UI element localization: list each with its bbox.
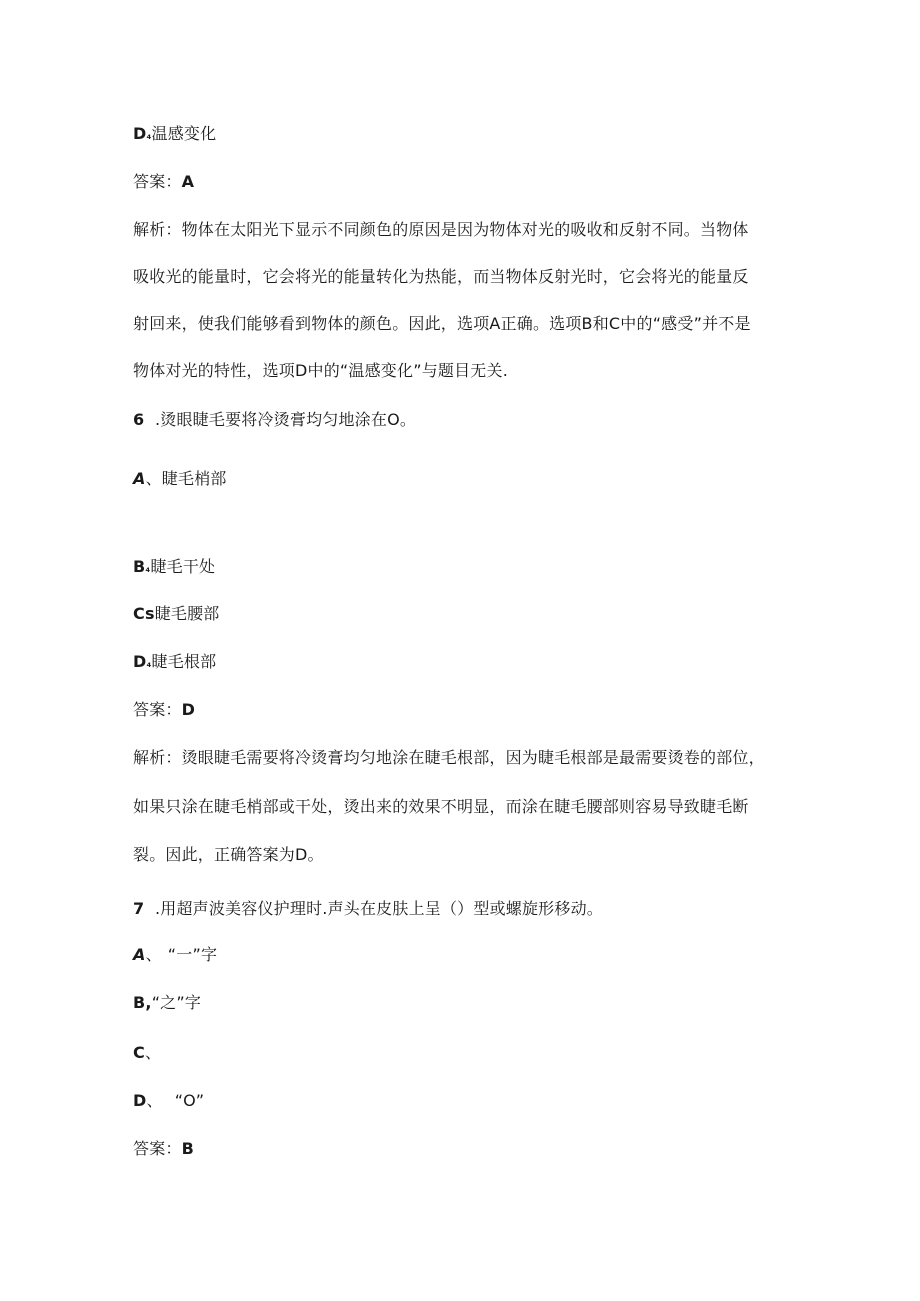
q7-answer (133, 1138, 194, 1160)
q7-option-b-sep: , (145, 993, 152, 1012)
q7-option-b-letter: B (133, 993, 146, 1012)
q7-option-a-text: “一”字 (167, 945, 218, 964)
q7-number: 7 (133, 899, 145, 918)
q7-option-d (133, 1090, 204, 1112)
q6-option-d (133, 651, 216, 675)
q6-analysis-line-1: 解析：烫眼睫毛需要将冷烫膏均匀地涂在睫毛根部，因为睫毛根部是最需要烫卷的部位， (133, 748, 765, 767)
q7-option-b-text: “之”字 (151, 993, 202, 1012)
q6-answer-label: 答案： (133, 700, 182, 719)
q6-option-d-text: 睫毛根部 (151, 652, 217, 671)
q5-option-d-letter: D (133, 124, 147, 143)
q7-stem (133, 898, 603, 920)
q6-stem-text: .烫眼睫毛要将冷烫膏均匀地涂在O。 (155, 410, 417, 429)
q6-option-d-sep: ₄ (146, 657, 152, 670)
q6-analysis-line-3: 裂。因此，正确答案为D。 (133, 845, 324, 864)
q5-answer-label: 答案： (133, 172, 182, 191)
q5-analysis-line-3: 射回来，使我们能够看到物体的颜色。因此，选项A正确。选项B和C中的“感受”并不是 (133, 314, 751, 333)
q7-option-c-letter: C (133, 1043, 145, 1062)
q6-answer (133, 699, 195, 721)
q5-analysis-line-1: 解析：物体在太阳光下显示不同颜色的原因是因为物体对光的吸收和反射不同。当物体 (133, 220, 749, 239)
q5-option-d-text: 温感变化 (151, 124, 217, 143)
q7-option-c-sep: 、 (144, 1043, 162, 1062)
q7-option-a-letter: A (133, 945, 146, 964)
q7-option-c (133, 1042, 161, 1064)
q7-answer-label: 答案： (133, 1139, 182, 1158)
q6-option-a-text: 睫毛梢部 (161, 469, 227, 488)
q6-option-c-sep: s (144, 604, 155, 623)
q5-option-d-sep: ₄ (146, 129, 152, 142)
q6-option-b-letter: B (133, 557, 146, 576)
q7-option-d-text: “O” (174, 1091, 205, 1110)
q6-option-c-letter: C (133, 604, 145, 623)
q6-option-b (133, 556, 215, 580)
q5-answer-value: A (181, 172, 195, 191)
q6-option-b-text: 睫毛干处 (150, 557, 216, 576)
q5-option-d (133, 123, 216, 147)
q6-option-d-letter: D (133, 652, 147, 671)
q6-option-c (133, 603, 220, 625)
q7-option-d-sep: 、 (146, 1091, 163, 1110)
q7-stem-text: .用超声波美容仪护理时.声头在皮肤上呈（）型或螺旋形移动。 (155, 899, 603, 918)
q7-answer-value: B (181, 1139, 195, 1158)
q5-answer (133, 171, 194, 193)
q7-option-b (133, 992, 201, 1014)
q5-analysis-line-4: 物体对光的特性，选项D中的“温感变化”与题目无关. (133, 361, 508, 380)
q7-option-a (133, 944, 217, 966)
q6-option-a-letter: A (133, 469, 146, 488)
q6-analysis-line-2: 如果只涂在睫毛梢部或干处，烫出来的效果不明显，而涂在睫毛腰部则容易导致睫毛断 (133, 797, 749, 816)
q6-option-a (133, 468, 227, 490)
q7-option-a-sep: 、 (145, 945, 162, 964)
q7-option-d-letter: D (133, 1091, 147, 1110)
q6-number: 6 (133, 410, 145, 429)
q6-answer-value: D (181, 700, 196, 719)
q6-option-a-sep: 、 (145, 469, 162, 488)
q5-analysis-line-2: 吸收光的能量时，它会将光的能量转化为热能，而当物体反射光时，它会将光的能量反 (133, 267, 749, 286)
q6-option-c-text: 睫毛腰部 (154, 604, 220, 623)
q6-stem (133, 409, 416, 431)
q6-option-b-sep: ₄ (145, 562, 151, 575)
